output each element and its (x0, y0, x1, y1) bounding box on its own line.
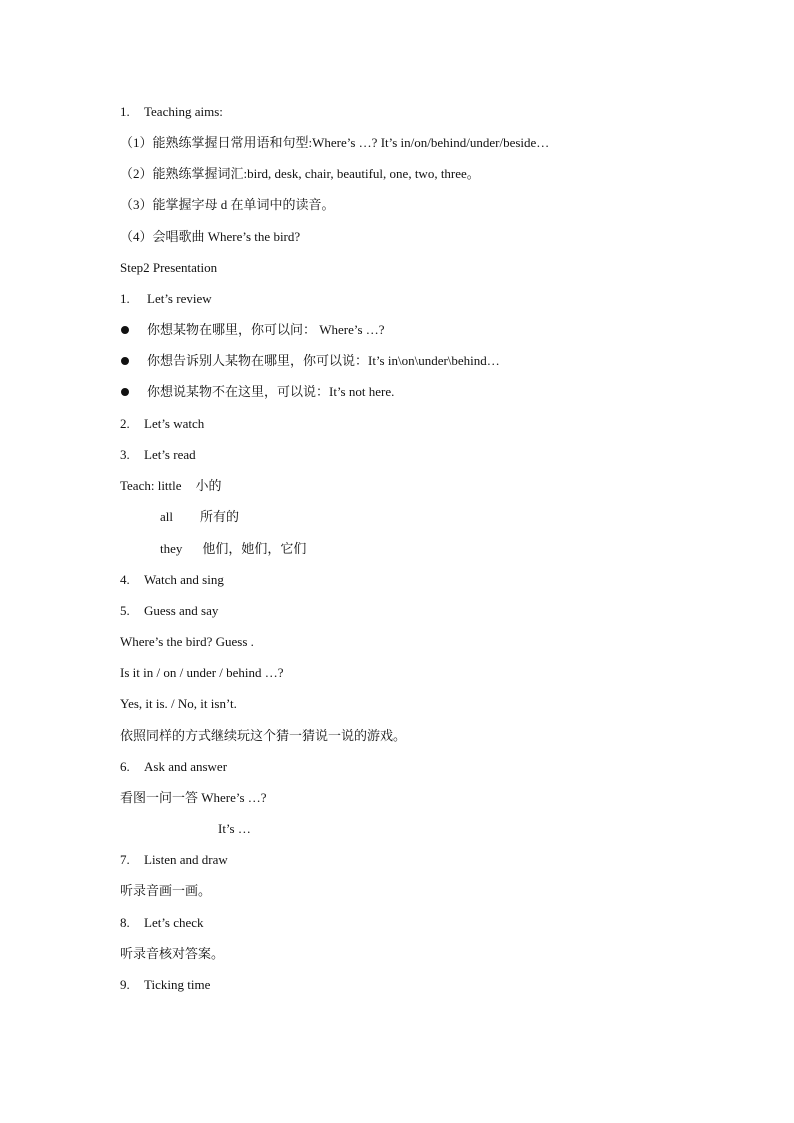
list-number: 3. (120, 447, 130, 462)
item-text: Let’s check (144, 915, 204, 930)
listen-line: 听录音画一画。 (120, 883, 212, 898)
list-item-guess (120, 601, 218, 621)
teach-label: Teach: little (120, 478, 182, 493)
list-item-check (120, 913, 204, 933)
guess-line: Is it in / on / under / behind …? (120, 665, 284, 680)
list-number: 9. (120, 977, 130, 992)
bullet-icon (121, 388, 129, 396)
list-number: 7. (120, 852, 130, 867)
item-text: Guess and say (144, 603, 219, 618)
item-text: Let’s watch (144, 416, 205, 431)
list-item-read (120, 445, 196, 465)
teach-row-little (120, 476, 222, 496)
item-text: Ask and answer (144, 759, 228, 774)
bullet-text: 你想说某物不在这里，可以说：It’s not here. (147, 384, 395, 399)
list-number: 1. (120, 104, 130, 119)
list-item-listen (120, 850, 228, 870)
bullet-icon (121, 357, 129, 365)
teach-row-all (160, 507, 239, 527)
bullet-text: 你想某物在哪里，你可以问： Where’s …? (147, 322, 385, 337)
list-item-watch (120, 414, 204, 434)
aim-item: （1）能熟练掌握日常用语和句型:Where’s …? It’s in/on/behind/under/beside… (120, 135, 550, 150)
list-number: 1. (120, 291, 130, 306)
list-number: 2. (120, 416, 130, 431)
list-item-sing (120, 570, 224, 590)
item-text: Listen and draw (144, 852, 228, 867)
item-text: Let’s review (147, 291, 212, 306)
guess-line: Yes, it is. / No, it isn’t. (120, 696, 237, 711)
list-number: 6. (120, 759, 130, 774)
aim-item: （3）能掌握字母 d 在单词中的读音。 (120, 197, 335, 212)
item-text: Ticking time (144, 977, 211, 992)
aim-item: （2）能熟练掌握词汇:bird, desk, chair, beautiful, one, two, three。 (120, 166, 480, 181)
list-item-review (120, 289, 212, 309)
teach-word: they (160, 541, 183, 556)
item-text: Let’s read (144, 447, 196, 462)
teach-meaning: 小的 (195, 478, 222, 493)
aim-item: （4）会唱歌曲 Where’s the bird? (120, 229, 301, 244)
teach-meaning: 他们，她们，它们 (202, 541, 307, 556)
teach-meaning: 所有的 (200, 509, 240, 524)
guess-line: Where’s the bird? Guess . (120, 634, 254, 649)
heading-text: Teaching aims: (144, 104, 223, 119)
ask-line: 看图一问一答 Where’s …? (120, 790, 267, 805)
list-item-ask (120, 757, 227, 777)
item-text: Watch and sing (144, 572, 224, 587)
check-line: 听录音核对答案。 (120, 946, 225, 961)
step-title: Step2 Presentation (120, 260, 218, 275)
list-number: 4. (120, 572, 130, 587)
teach-row-they (160, 539, 306, 559)
guess-line: 依照同样的方式继续玩这个猜一猜说一说的游戏。 (120, 728, 407, 743)
list-number: 8. (120, 915, 130, 930)
bullet-text: 你想告诉别人某物在哪里，你可以说：It’s in\on\under\behind… (147, 353, 500, 368)
bullet-icon (121, 326, 129, 334)
list-item-ticking (120, 975, 210, 995)
ask-line: It’s … (218, 821, 251, 836)
teach-word: all (160, 509, 173, 524)
list-number: 5. (120, 603, 130, 618)
teaching-aims-heading (120, 102, 223, 122)
